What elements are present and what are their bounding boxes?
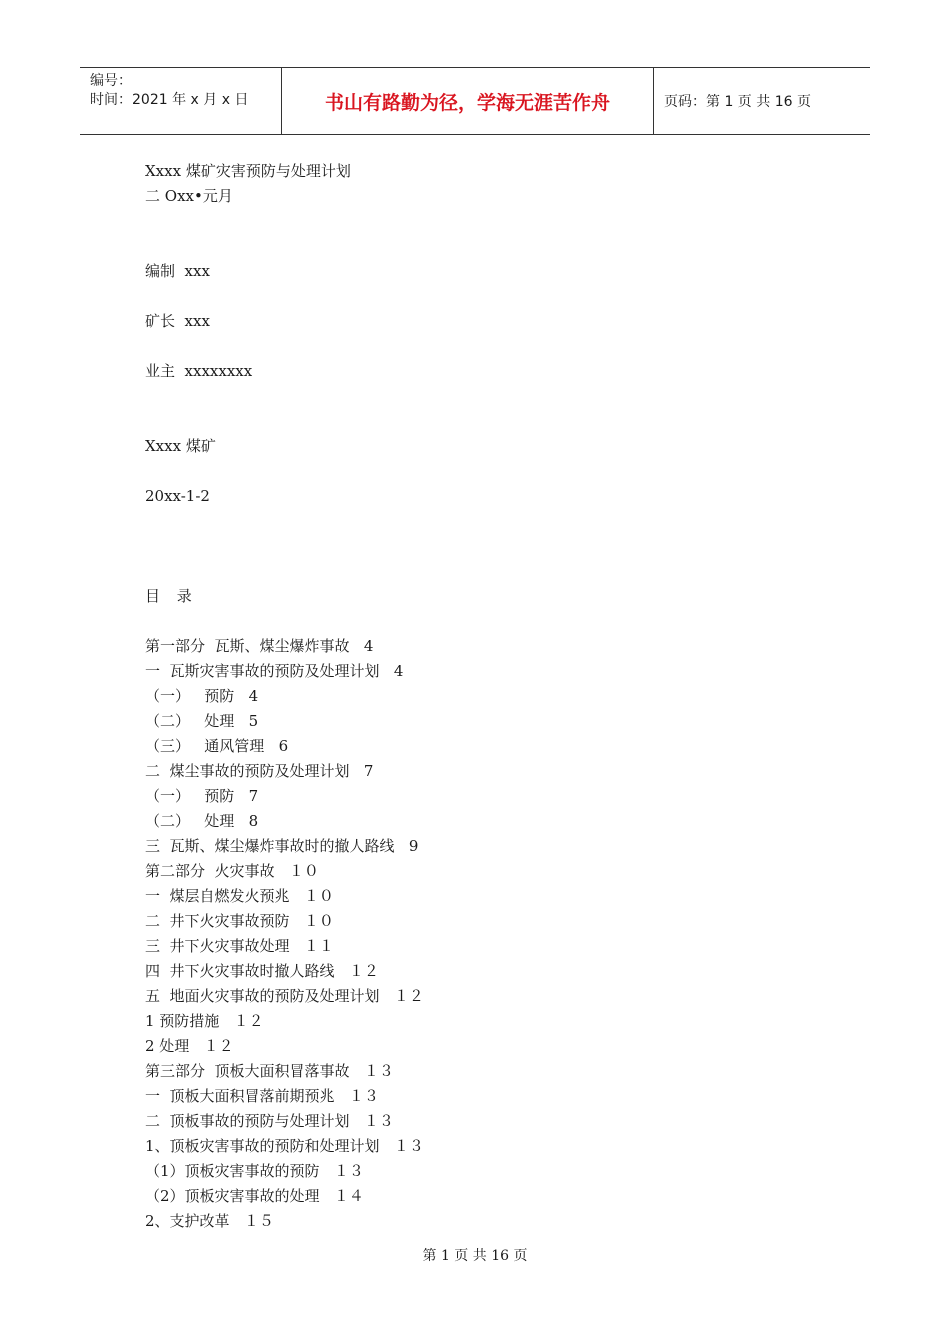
owner-line: 业主 xxxxxxxx (145, 362, 253, 380)
toc-item: （2）顶板灾害事故的处理 １４ (145, 1187, 364, 1205)
toc-item: 1 预防措施 １２ (145, 1012, 264, 1030)
compiler-line: 编制 xxx (145, 262, 210, 280)
toc-item: 一 煤层自燃发火预兆 １０ (145, 887, 334, 905)
toc-item: 2 处理 １２ (145, 1037, 234, 1055)
date-label: 时间：2021 年 x 月 x 日 (90, 92, 249, 108)
code-label: 编号： (90, 73, 132, 89)
header-meta (80, 68, 281, 134)
toc-title: 目 录 (145, 587, 198, 605)
toc-item: （三） 通风管理 6 (145, 737, 289, 755)
toc-item: （一） 预防 4 (145, 687, 259, 705)
toc-item: 三 井下火灾事故处理 １１ (145, 937, 334, 955)
toc-item: 二 顶板事故的预防与处理计划 １３ (145, 1112, 394, 1130)
toc-item: 2、支护改革 １５ (145, 1212, 274, 1230)
document-body (145, 159, 845, 1234)
mine-manager-line: 矿长 xxx (145, 312, 210, 330)
toc-item: 1、顶板灾害事故的预防和处理计划 １３ (145, 1137, 424, 1155)
toc-item: 二 煤尘事故的预防及处理计划 7 (145, 762, 374, 780)
toc-item: 一 顶板大面积冒落前期预兆 １３ (145, 1087, 379, 1105)
document-date: 二 Oxx•元月 (145, 187, 233, 205)
toc-item: 第二部分 火灾事故 １０ (145, 862, 319, 880)
toc-item: 一 瓦斯灾害事故的预防及处理计划 4 (145, 662, 404, 680)
toc-item: 四 井下火灾事故时撤人路线 １２ (145, 962, 379, 980)
document-title: Xxxx 煤矿灾害预防与处理计划 (145, 162, 351, 180)
toc-item: 五 地面火灾事故的预防及处理计划 １２ (145, 987, 424, 1005)
organization-name: Xxxx 煤矿 (145, 437, 216, 455)
header-page-info: 页码：第 1 页 共 16 页 (664, 94, 811, 110)
toc-item: （1）顶板灾害事故的预防 １３ (145, 1162, 364, 1180)
toc-item: 第一部分 瓦斯、煤尘爆炸事故 4 (145, 637, 374, 655)
toc-item: （一） 预防 7 (145, 787, 259, 805)
page-footer: 第 1 页 共 16 页 (422, 1248, 528, 1264)
header-motto: 书山有路勤为径，学海无涯苦作舟 (281, 68, 654, 134)
toc-item: 第三部分 顶板大面积冒落事故 １３ (145, 1062, 394, 1080)
toc-item: 三 瓦斯、煤尘爆炸事故时的撤人路线 9 (145, 837, 419, 855)
page-header (80, 67, 870, 135)
toc-item: （二） 处理 5 (145, 712, 259, 730)
issue-date: 20xx-1-2 (145, 487, 210, 505)
toc-list (145, 634, 845, 1234)
toc-item: 二 井下火灾事故预防 １０ (145, 912, 334, 930)
toc-item: （二） 处理 8 (145, 812, 259, 830)
